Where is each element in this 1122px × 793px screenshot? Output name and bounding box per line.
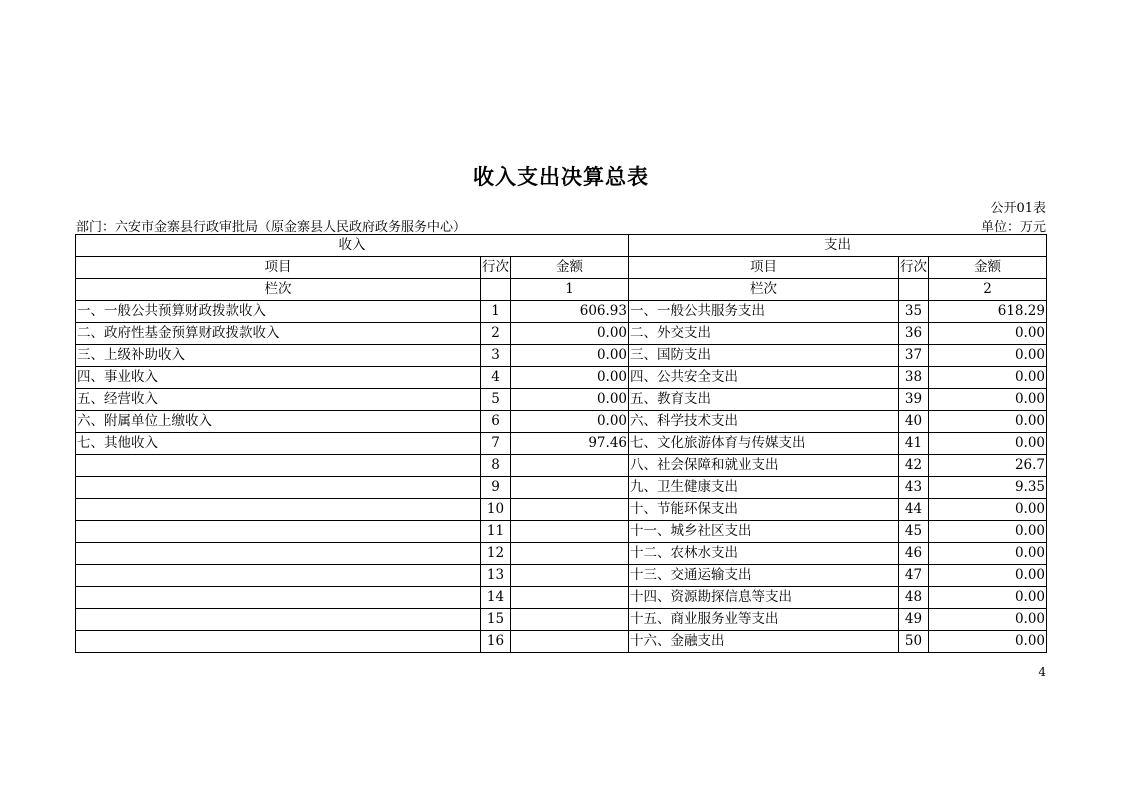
income-row-no-cell: 2: [481, 323, 511, 345]
income-row-no-cell: 13: [481, 565, 511, 587]
expense-item-cell: 十六、金融支出: [629, 631, 899, 653]
income-item-cell: [76, 521, 481, 543]
expense-row-no-cell: 43: [899, 477, 929, 499]
table-row: [76, 455, 1047, 477]
table-row: [76, 323, 1047, 345]
income-row-no-cell: 10: [481, 499, 511, 521]
table-row: [76, 609, 1047, 631]
expense-item-cell: 九、卫生健康支出: [629, 477, 899, 499]
expense-item-cell: 一、一般公共服务支出: [629, 301, 899, 323]
expense-item-cell: 十二、农林水支出: [629, 543, 899, 565]
income-item-cell: [76, 499, 481, 521]
table-row: [76, 565, 1047, 587]
income-amount-cell: [511, 587, 629, 609]
table-row: [76, 433, 1047, 455]
income-item-cell: 六、附属单位上缴收入: [76, 411, 481, 433]
expense-item-cell: 三、国防支出: [629, 345, 899, 367]
expense-row-no-cell: 44: [899, 499, 929, 521]
expense-amount-cell: 0.00: [929, 345, 1047, 367]
expense-column-no: 2: [929, 279, 1047, 301]
expense-row-no-cell: 49: [899, 609, 929, 631]
section-header-row: [76, 235, 1047, 257]
expense-row-no-cell: 45: [899, 521, 929, 543]
expense-amount-cell: 0.00: [929, 587, 1047, 609]
expense-amount-cell: 0.00: [929, 411, 1047, 433]
expense-item-cell: 六、科学技术支出: [629, 411, 899, 433]
empty-cell: [481, 279, 511, 301]
income-item-cell: [76, 477, 481, 499]
expense-amount-cell: 0.00: [929, 609, 1047, 631]
expense-amount-cell: 26.7: [929, 455, 1047, 477]
income-item-cell: [76, 455, 481, 477]
table-row: [76, 301, 1047, 323]
expense-item-cell: 十五、商业服务业等支出: [629, 609, 899, 631]
table-row: [76, 587, 1047, 609]
expense-row-no-cell: 37: [899, 345, 929, 367]
income-section-header: 收入: [76, 235, 629, 257]
expense-amount-cell: 0.00: [929, 389, 1047, 411]
income-row-no-cell: 4: [481, 367, 511, 389]
income-amount-cell: [511, 631, 629, 653]
income-row-no-cell: 1: [481, 301, 511, 323]
table-row: [76, 367, 1047, 389]
income-item-cell: 一、一般公共预算财政拨款收入: [76, 301, 481, 323]
expense-row-no-cell: 36: [899, 323, 929, 345]
expense-amount-cell: 0.00: [929, 565, 1047, 587]
income-row-no-cell: 8: [481, 455, 511, 477]
expense-row-no-cell: 48: [899, 587, 929, 609]
expense-item-cell: 十四、资源勘探信息等支出: [629, 587, 899, 609]
income-amount-cell: 0.00: [511, 367, 629, 389]
expense-amount-cell: 0.00: [929, 323, 1047, 345]
income-row-no-cell: 15: [481, 609, 511, 631]
expense-amount-cell: 0.00: [929, 367, 1047, 389]
income-amount-header: 金额: [511, 257, 629, 279]
income-row-no-cell: 16: [481, 631, 511, 653]
page-number: 4: [1038, 665, 1046, 679]
expense-item-header: 项目: [629, 257, 899, 279]
income-row-no-header: 行次: [481, 257, 511, 279]
expense-row-no-cell: 38: [899, 367, 929, 389]
income-amount-cell: 0.00: [511, 345, 629, 367]
expense-item-cell: 十一、城乡社区支出: [629, 521, 899, 543]
expense-section-header: 支出: [629, 235, 1047, 257]
table-row: [76, 389, 1047, 411]
income-amount-cell: 0.00: [511, 411, 629, 433]
expense-row-no-cell: 39: [899, 389, 929, 411]
income-amount-cell: 606.93: [511, 301, 629, 323]
income-item-cell: [76, 609, 481, 631]
expense-item-cell: 二、外交支出: [629, 323, 899, 345]
income-item-cell: 七、其他收入: [76, 433, 481, 455]
income-row-no-cell: 11: [481, 521, 511, 543]
income-amount-cell: [511, 477, 629, 499]
expense-amount-header: 金额: [929, 257, 1047, 279]
column-number-row: [76, 279, 1047, 301]
income-row-no-cell: 5: [481, 389, 511, 411]
table-row: [76, 631, 1047, 653]
income-row-no-cell: 14: [481, 587, 511, 609]
income-item-header: 项目: [76, 257, 481, 279]
expense-amount-cell: 0.00: [929, 543, 1047, 565]
expense-row-no-cell: 47: [899, 565, 929, 587]
income-amount-cell: 0.00: [511, 389, 629, 411]
income-amount-cell: [511, 521, 629, 543]
expense-row-no-cell: 35: [899, 301, 929, 323]
income-amount-cell: [511, 609, 629, 631]
department-label: 部门：六安市金寨县行政审批局（原金寨县人民政府政务服务中心）: [76, 220, 467, 235]
income-item-cell: [76, 631, 481, 653]
expense-item-cell: 八、社会保障和就业支出: [629, 455, 899, 477]
expense-row-no-cell: 50: [899, 631, 929, 653]
income-amount-cell: [511, 565, 629, 587]
income-item-cell: 三、上级补助收入: [76, 345, 481, 367]
income-amount-cell: 0.00: [511, 323, 629, 345]
expense-amount-cell: 0.00: [929, 499, 1047, 521]
income-row-no-cell: 3: [481, 345, 511, 367]
empty-cell: [899, 279, 929, 301]
expense-amount-cell: 0.00: [929, 433, 1047, 455]
expense-item-cell: 五、教育支出: [629, 389, 899, 411]
budget-summary-table: [75, 234, 1047, 653]
expense-amount-cell: 618.29: [929, 301, 1047, 323]
unit-label: 单位：万元: [980, 220, 1046, 235]
expense-row-no-cell: 46: [899, 543, 929, 565]
income-item-cell: [76, 565, 481, 587]
income-row-no-cell: 12: [481, 543, 511, 565]
expense-item-cell: 四、公共安全支出: [629, 367, 899, 389]
income-amount-cell: [511, 543, 629, 565]
expense-amount-cell: 0.00: [929, 521, 1047, 543]
expense-column-no-label: 栏次: [629, 279, 899, 301]
expense-item-cell: 十三、交通运输支出: [629, 565, 899, 587]
expense-row-no-cell: 42: [899, 455, 929, 477]
income-amount-cell: [511, 499, 629, 521]
income-column-no: 1: [511, 279, 629, 301]
income-row-no-cell: 7: [481, 433, 511, 455]
expense-item-cell: 十、节能环保支出: [629, 499, 899, 521]
table-row: [76, 477, 1047, 499]
form-number: 公开01表: [990, 201, 1046, 216]
table-row: [76, 499, 1047, 521]
expense-row-no-cell: 41: [899, 433, 929, 455]
income-item-cell: 四、事业收入: [76, 367, 481, 389]
table-row: [76, 411, 1047, 433]
table-row: [76, 543, 1047, 565]
table-row: [76, 345, 1047, 367]
expense-row-no-cell: 40: [899, 411, 929, 433]
column-header-row: [76, 257, 1047, 279]
income-item-cell: [76, 587, 481, 609]
expense-row-no-header: 行次: [899, 257, 929, 279]
page-title: 收入支出决算总表: [473, 165, 649, 189]
table-row: [76, 521, 1047, 543]
income-item-cell: 五、经营收入: [76, 389, 481, 411]
expense-amount-cell: 0.00: [929, 631, 1047, 653]
income-amount-cell: [511, 455, 629, 477]
income-item-cell: 二、政府性基金预算财政拨款收入: [76, 323, 481, 345]
income-amount-cell: 97.46: [511, 433, 629, 455]
income-row-no-cell: 6: [481, 411, 511, 433]
expense-amount-cell: 9.35: [929, 477, 1047, 499]
expense-item-cell: 七、文化旅游体育与传媒支出: [629, 433, 899, 455]
income-row-no-cell: 9: [481, 477, 511, 499]
income-item-cell: [76, 543, 481, 565]
income-column-no-label: 栏次: [76, 279, 481, 301]
